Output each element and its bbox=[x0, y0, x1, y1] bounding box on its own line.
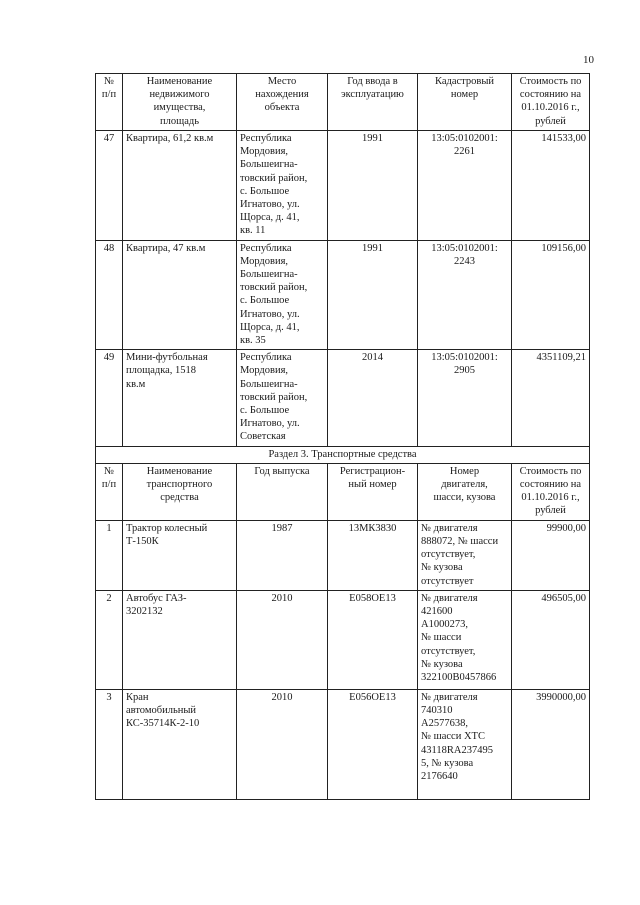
row-name: Мини-футбольная площадка, 1518 кв.м bbox=[123, 350, 237, 446]
row-cost: 99900,00 bbox=[512, 520, 590, 590]
row-cost: 141533,00 bbox=[512, 131, 590, 241]
row-engine: № двигателя 421600 А1000273, № шасси отсутствует, № кузова 322100В0457866 bbox=[418, 590, 512, 689]
section-title: Раздел 3. Транспортные средства bbox=[96, 446, 590, 463]
header-cost: Стоимость по состоянию на 01.10.2016 г., рублей bbox=[512, 74, 590, 131]
row-year: 2010 bbox=[237, 590, 328, 689]
table-row bbox=[96, 350, 590, 446]
row-cadastral: 13:05:0102001: 2243 bbox=[418, 240, 512, 350]
header-year: Год ввода в эксплуатацию bbox=[328, 74, 418, 131]
realty-header-row bbox=[96, 74, 590, 131]
row-name: Автобус ГАЗ- 3202132 bbox=[123, 590, 237, 689]
row-reg: Е056ОЕ13 bbox=[328, 689, 418, 799]
row-engine: № двигателя 740310 А2577638, № шасси ХТС 43118RA237495 5, № кузова 2176640 bbox=[418, 689, 512, 799]
row-name: Трактор колесный Т-150К bbox=[123, 520, 237, 590]
row-name: Квартира, 47 кв.м bbox=[123, 240, 237, 350]
row-num: 2 bbox=[96, 590, 123, 689]
row-year: 1991 bbox=[328, 240, 418, 350]
row-cadastral: 13:05:0102001: 2261 bbox=[418, 131, 512, 241]
row-cost: 109156,00 bbox=[512, 240, 590, 350]
header-location: Место нахождения объекта bbox=[237, 74, 328, 131]
row-engine: № двигателя 888072, № шасси отсутствует, № кузова отсутствует bbox=[418, 520, 512, 590]
row-reg: Е058ОЕ13 bbox=[328, 590, 418, 689]
row-cadastral: 13:05:0102001: 2905 bbox=[418, 350, 512, 446]
row-num: 1 bbox=[96, 520, 123, 590]
row-year: 1987 bbox=[237, 520, 328, 590]
table-row bbox=[96, 131, 590, 241]
header-year: Год выпуска bbox=[237, 463, 328, 520]
header-name: Наименование транспортного средства bbox=[123, 463, 237, 520]
row-location: Республика Мордовия, Большеигна- товский район, с. Большое Игнатово, ул. Щорса, д. 41, кв. 11 bbox=[237, 131, 328, 241]
row-num: 48 bbox=[96, 240, 123, 350]
row-year: 2010 bbox=[237, 689, 328, 799]
header-cost: Стоимость по состоянию на 01.10.2016 г., рублей bbox=[512, 463, 590, 520]
row-num: 47 bbox=[96, 131, 123, 241]
section-row bbox=[96, 446, 590, 463]
row-num: 3 bbox=[96, 689, 123, 799]
row-reg: 13МК3830 bbox=[328, 520, 418, 590]
row-cost: 496505,00 bbox=[512, 590, 590, 689]
table-row bbox=[96, 689, 590, 799]
header-engine: Номер двигателя, шасси, кузова bbox=[418, 463, 512, 520]
row-name: Кран автомобильный КС-35714К-2-10 bbox=[123, 689, 237, 799]
transport-header-row bbox=[96, 463, 590, 520]
header-num: № п/п bbox=[96, 74, 123, 131]
property-table bbox=[95, 73, 590, 800]
row-location: Республика Мордовия, Большеигна- товский район, с. Большое Игнатово, ул. Щорса, д. 41, кв. 35 bbox=[237, 240, 328, 350]
row-year: 1991 bbox=[328, 131, 418, 241]
page-number: 10 bbox=[583, 54, 594, 66]
row-name: Квартира, 61,2 кв.м bbox=[123, 131, 237, 241]
row-cost: 3990000,00 bbox=[512, 689, 590, 799]
row-year: 2014 bbox=[328, 350, 418, 446]
table-row bbox=[96, 240, 590, 350]
header-reg: Регистрацион- ный номер bbox=[328, 463, 418, 520]
row-location: Республика Мордовия, Большеигна- товский район, с. Большое Игнатово, ул. Советская bbox=[237, 350, 328, 446]
table-row bbox=[96, 520, 590, 590]
table-row bbox=[96, 590, 590, 689]
header-name: Наименование недвижимого имущества, площадь bbox=[123, 74, 237, 131]
header-cadastral: Кадастровый номер bbox=[418, 74, 512, 131]
row-cost: 4351109,21 bbox=[512, 350, 590, 446]
row-num: 49 bbox=[96, 350, 123, 446]
header-num: № п/п bbox=[96, 463, 123, 520]
